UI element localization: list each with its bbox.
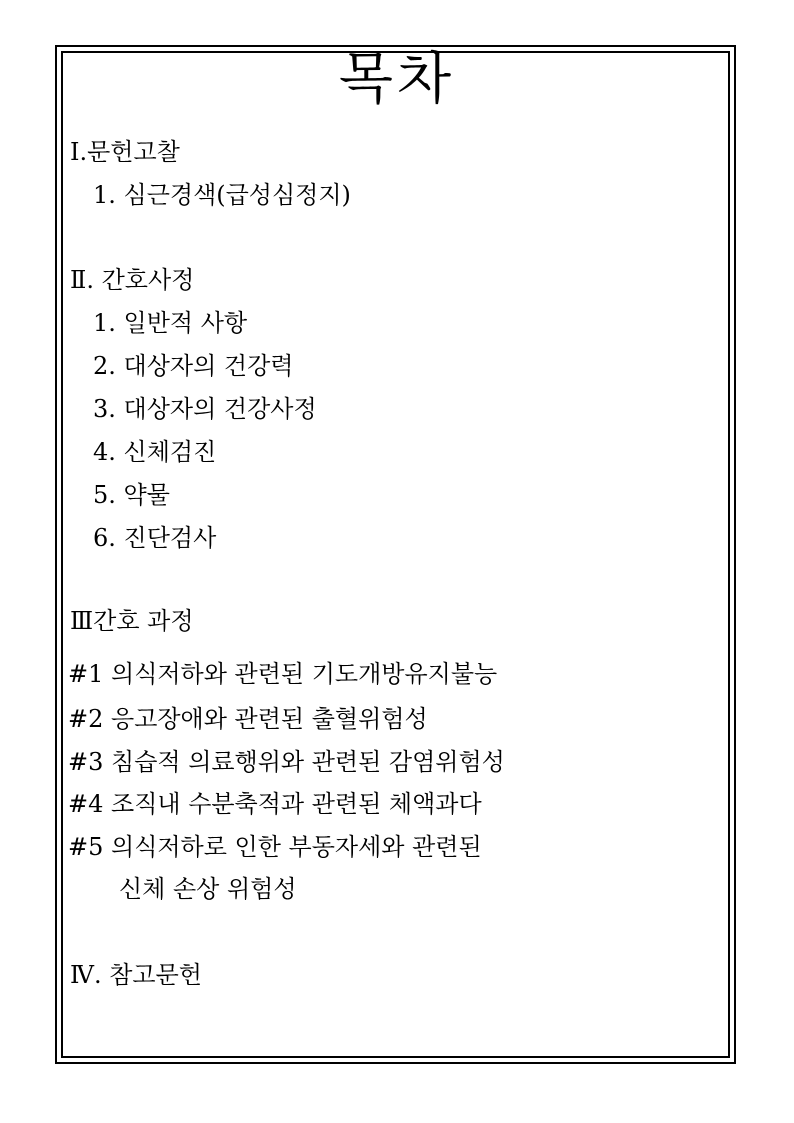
toc-item: 3. 대상자의 건강사정: [93, 395, 317, 423]
nursing-diagnosis-item: #1 의식저하와 관련된 기도개방유지불능: [68, 660, 498, 688]
toc-item: 2. 대상자의 건강력: [93, 352, 294, 380]
section-heading-1: Ⅰ.문헌고찰: [70, 138, 180, 166]
nursing-diagnosis-item-continued: 신체 손상 위험성: [119, 875, 297, 903]
nursing-diagnosis-item: #5 의식저하로 인한 부동자세와 관련된: [68, 833, 482, 861]
toc-item: 6. 진단검사: [93, 524, 217, 552]
nursing-diagnosis-item: #3 침습적 의료행위와 관련된 감염위험성: [68, 748, 505, 776]
nursing-diagnosis-item: #4 조직내 수분축적과 관련된 체액과다: [68, 790, 482, 818]
toc-item: 1. 일반적 사항: [93, 309, 248, 337]
section-heading-4: Ⅳ. 참고문헌: [70, 961, 202, 989]
section-heading-3: Ⅲ간호 과정: [70, 607, 194, 635]
toc-item: 1. 심근경색(급성심정지): [93, 181, 351, 209]
toc-item: 4. 신체검진: [93, 438, 217, 466]
section-heading-2: Ⅱ. 간호사정: [70, 266, 195, 294]
toc-title: 목차: [338, 47, 456, 112]
toc-item: 5. 약물: [93, 481, 170, 509]
nursing-diagnosis-item: #2 응고장애와 관련된 출혈위험성: [68, 705, 428, 733]
